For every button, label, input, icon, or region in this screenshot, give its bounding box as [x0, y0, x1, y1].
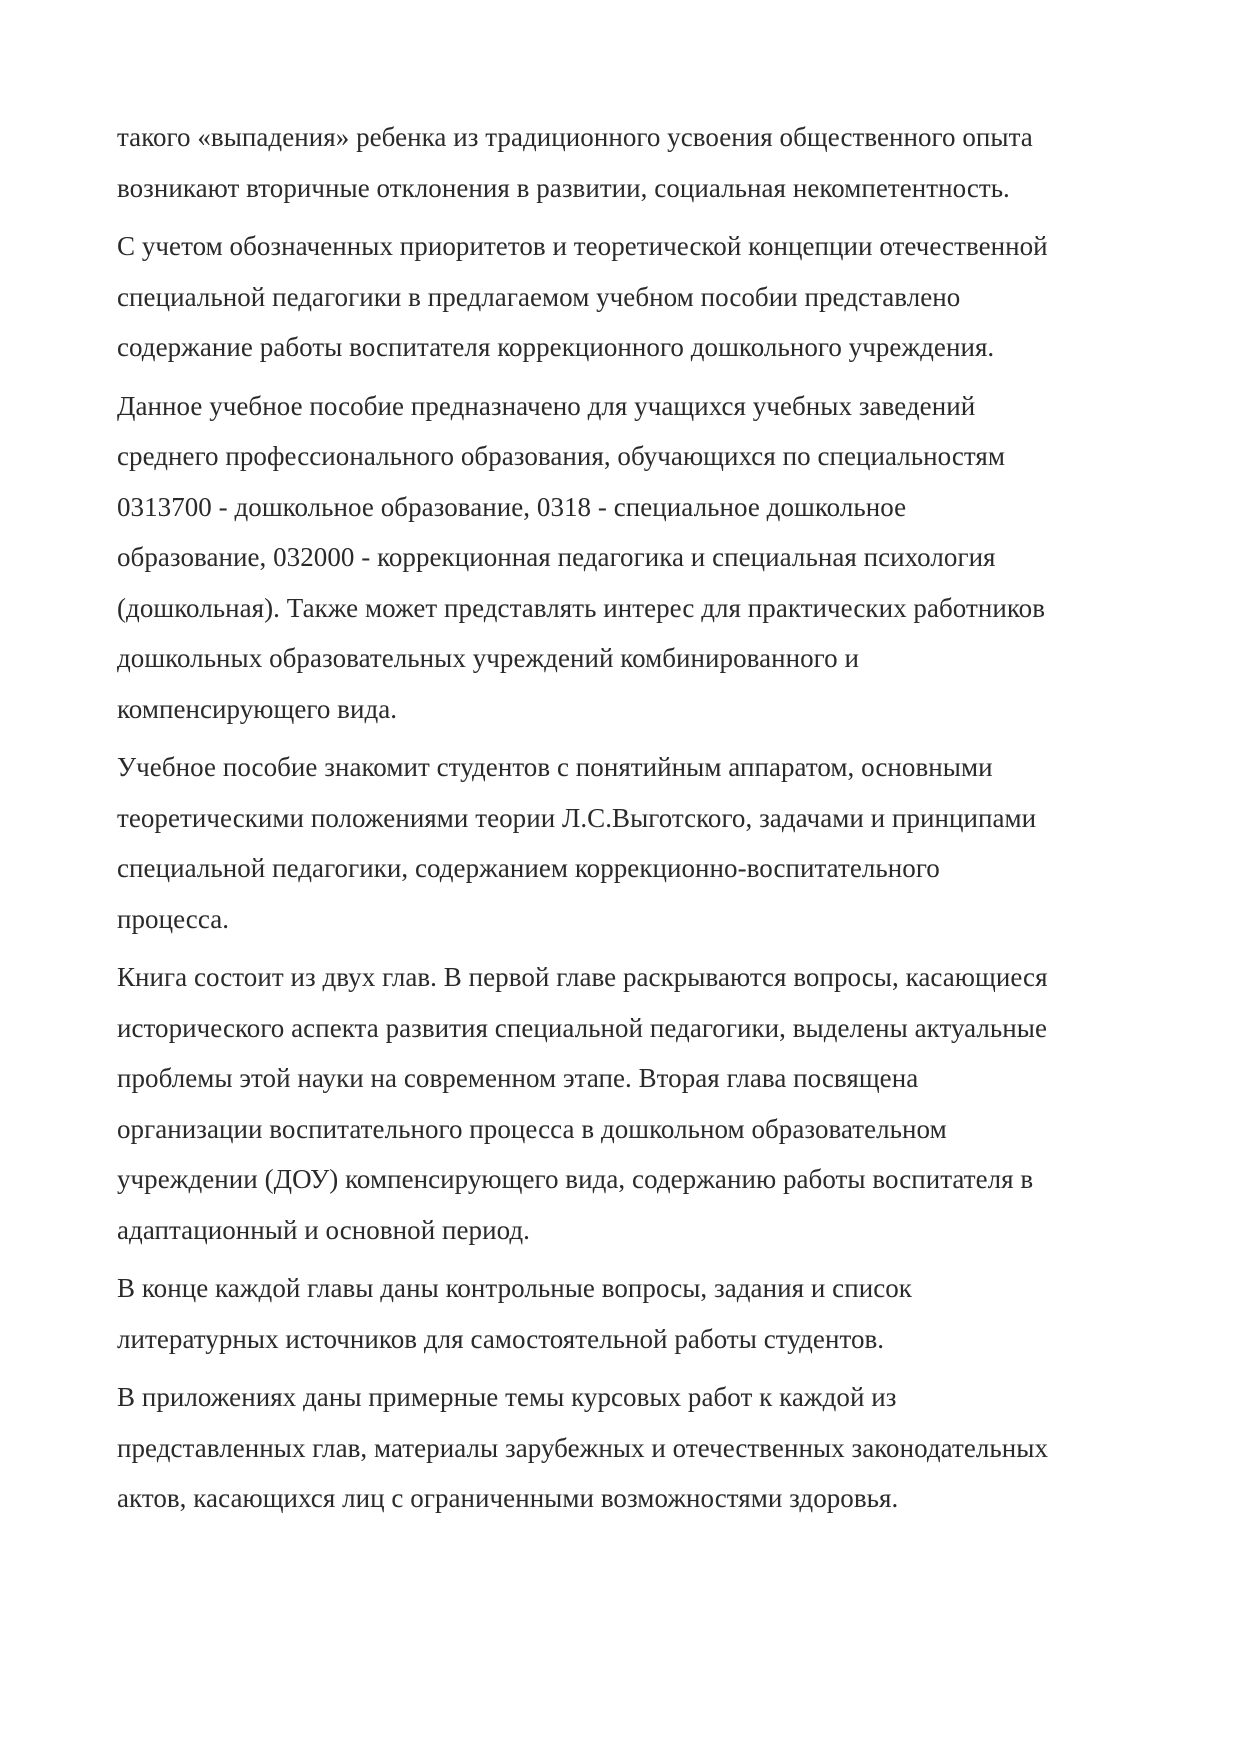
- text-line: С учетом обозначенных приоритетов и теоретической концепции отечественной: [117, 231, 1048, 261]
- paragraph-4: [117, 742, 1127, 944]
- paragraph-7: [117, 1372, 1127, 1524]
- text-line: В приложениях даны примерные темы курсовых работ к каждой из: [117, 1382, 897, 1412]
- text-line: литературных источников для самостоятельной работы студентов.: [117, 1323, 885, 1354]
- text-line: возникают вторичные отклонения в развитии, социальная некомпетентность.: [117, 172, 1010, 203]
- text-line: специальной педагогики, содержанием коррекционно-воспитательного: [117, 853, 940, 883]
- text-line: содержание работы воспитателя коррекционного дошкольного учреждения.: [117, 332, 995, 362]
- text-line: представленных глав, материалы зарубежных и отечественных законодательных: [117, 1432, 1048, 1463]
- text-line: 0313700 - дошкольное образование, 0318 - специальное дошкольное: [117, 491, 907, 522]
- paragraph-1: [117, 112, 1127, 213]
- paragraph-2: [117, 221, 1127, 373]
- text-line: (дошкольная). Также может представлять интерес для практических работников: [117, 592, 1045, 623]
- paragraph-6: [117, 1263, 1127, 1364]
- body-text: [117, 112, 1127, 1532]
- paragraph-5: [117, 952, 1127, 1255]
- text-line: организации воспитательного процесса в дошкольном образовательном: [117, 1113, 947, 1144]
- text-line: теоретическими положениями теории Л.С.Выготского, задачами и принципами: [117, 802, 1037, 833]
- text-line: исторического аспекта развития специальной педагогики, выделены актуальные: [117, 1012, 1048, 1043]
- text-line: среднего профессионального образования, обучающихся по специальностям: [117, 441, 1006, 471]
- text-line: В конце каждой главы даны контрольные вопросы, задания и список: [117, 1273, 912, 1303]
- text-line: специальной педагогики в предлагаемом учебном пособии представлено: [117, 281, 961, 312]
- text-line: актов, касающихся лиц с ограниченными возможностями здоровья.: [117, 1483, 899, 1513]
- text-line: Книга состоит из двух глав. В первой главе раскрываются вопросы, касающиеся: [117, 962, 1048, 992]
- paragraph-3: [117, 381, 1127, 735]
- text-line: адаптационный и основной период.: [117, 1214, 530, 1245]
- text-line: проблемы этой науки на современном этапе. Вторая глава посвящена: [117, 1063, 919, 1093]
- text-line: такого «выпадения» ребенка из традиционного усвоения общественного опыта: [117, 122, 1033, 152]
- text-line: процесса.: [117, 903, 230, 934]
- text-line: образование, 032000 - коррекционная педагогика и специальная психология: [117, 542, 996, 572]
- text-line: компенсирующего вида.: [117, 693, 398, 724]
- text-line: дошкольных образовательных учреждений комбинированного и: [117, 643, 859, 673]
- text-line: Данное учебное пособие предназначено для учащихся учебных заведений: [117, 390, 976, 421]
- text-line: Учебное пособие знакомит студентов с понятийным аппаратом, основными: [117, 752, 993, 782]
- text-line: учреждении (ДОУ) компенсирующего вида, содержанию работы воспитателя в: [117, 1164, 1034, 1194]
